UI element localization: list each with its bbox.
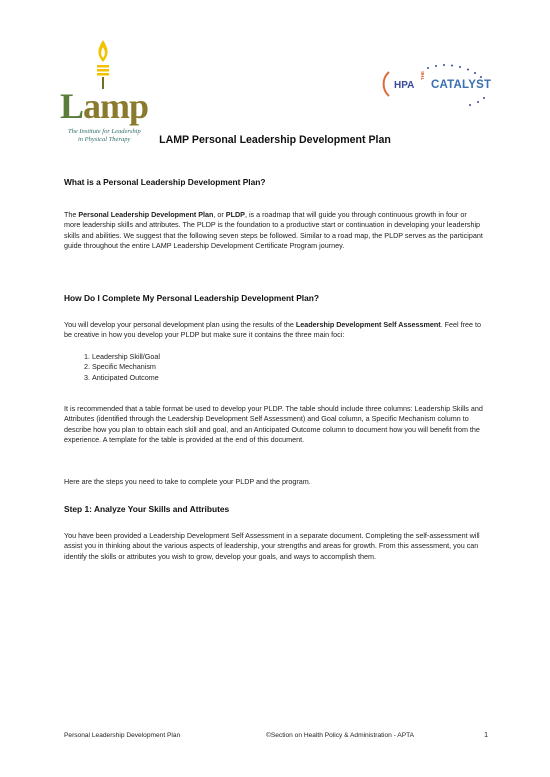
hpa-catalyst-logo (380, 62, 495, 108)
section2-paragraph2: It is recommended that a table format be used to develop your PLDP. The table should include three columns: Leadership Skills and Attributes (identified through the Leadership Development Self Assessment) and Goal column, a Specific Mechanism column to describe how you plan to obtain each skill and goal, and an Anticipated Outcome column to document how you will benefit from the experience. A template for the table is provided at the end of this document. (64, 404, 483, 445)
section-heading-what: What is a Personal Leadership Development Plan? (64, 177, 266, 187)
page-footer (64, 732, 488, 744)
list-item: 1. Leadership Skill/Goal (92, 352, 160, 362)
catalyst-wordmark: CATALYST (431, 79, 492, 91)
footer-document-title: Personal Leadership Development Plan (64, 732, 181, 739)
section2-paragraph1: You will develop your personal development plan using the results of the Leadership Development Self Assessment. Feel free to be creative in how you develop your PLDP but make sure it contains the three main foci: (64, 320, 481, 340)
list-item: 2. Specific Mechanism (92, 362, 160, 372)
section2-paragraph3: Here are the steps you need to take to complete your PLDP and the program. (64, 477, 311, 486)
the-wordmark: THE (420, 71, 425, 80)
footer-copyright: ©Section on Health Policy & Administration - APTA (266, 732, 415, 739)
page-number: 1 (484, 732, 488, 739)
hpa-wordmark: HPA (394, 80, 415, 91)
page-title: LAMP Personal Leadership Development Plan (159, 134, 391, 146)
lamp-wordmark: Lamp (60, 86, 149, 126)
lamp-tagline: The Institute for Leadership in Physical Therapy (68, 128, 141, 144)
section1-paragraph: The Personal Leadership Development Plan, or PLDP, is a roadmap that will guide you through continuous growth in four or more leadership skills and attributes. The PLDP is the foundation to a productive start or continuation in developing your leadership skills and abilities. We suggest that the following seven steps be followed. Similar to a road map, the PLDP serves as the participant guide throughout the entire LAMP Leadership Development Certificate Program journey. (64, 210, 483, 251)
lamp-logo (60, 38, 160, 148)
section-heading-step1: Step 1: Analyze Your Skills and Attributes (64, 504, 230, 514)
section-heading-how: How Do I Complete My Personal Leadership Development Plan? (64, 293, 320, 303)
foci-list (64, 352, 160, 383)
section3-paragraph: You have been provided a Leadership Development Self Assessment in a separate document. Completing the self-assessment will assist you in thinking about the various aspects of leadership, your strengths and areas for growth. From this assessment, you can identify the skills or attributes you wish to grow, develop your goals, and ways to accomplish them. (64, 531, 480, 561)
list-item: 3. Anticipated Outcome (92, 373, 160, 383)
lamp-flame-icon (92, 38, 114, 90)
